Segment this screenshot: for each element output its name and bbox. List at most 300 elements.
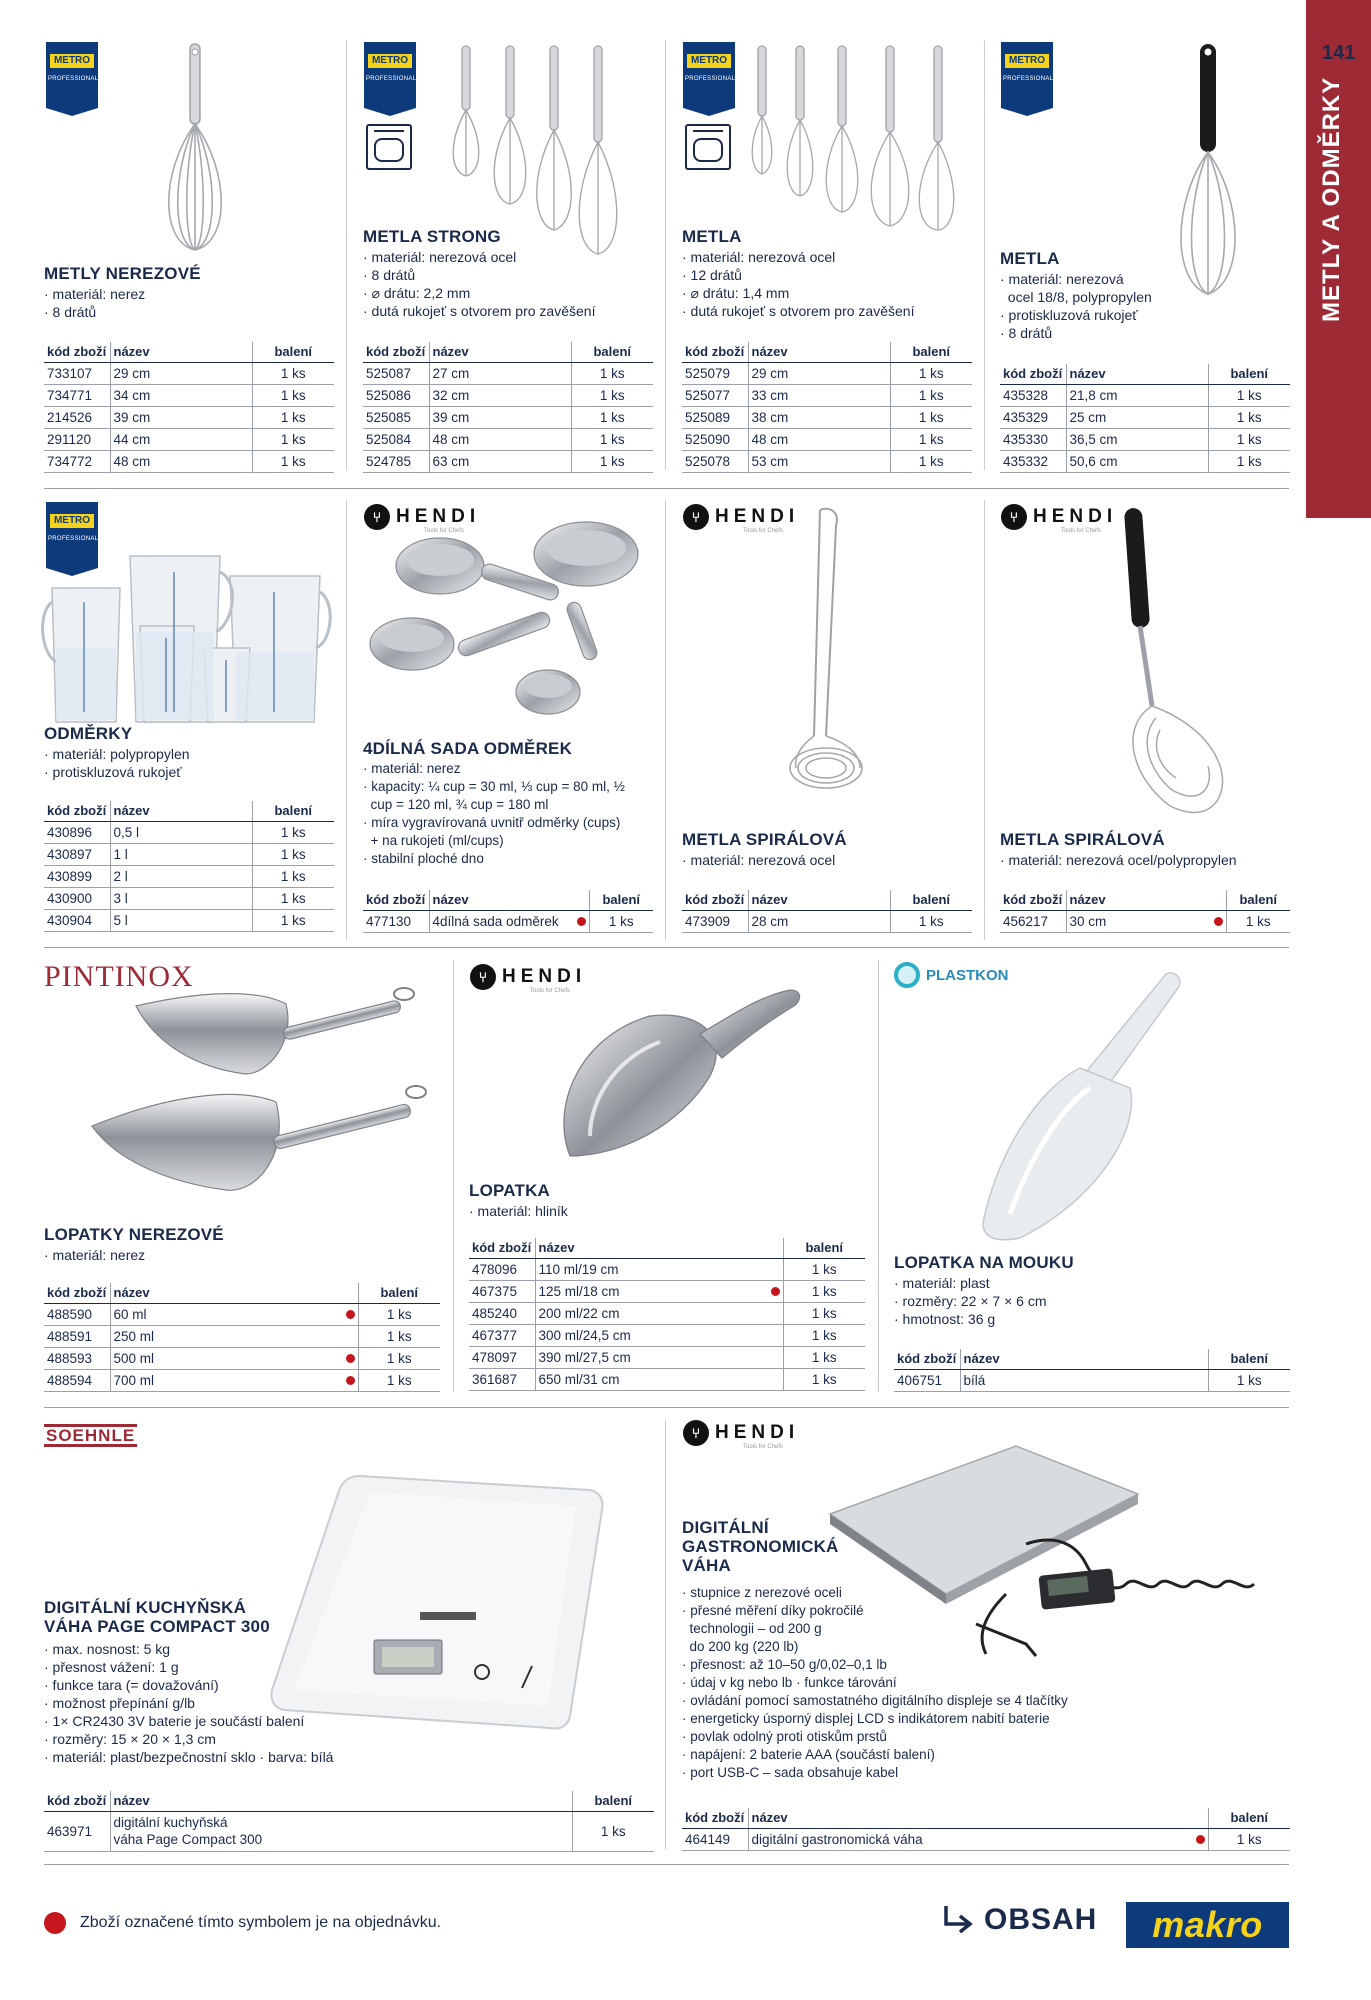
fork-icon: ⑂: [470, 964, 496, 990]
table-row: [363, 428, 653, 450]
table-row: [469, 1324, 865, 1346]
table-row: [469, 1280, 865, 1302]
table-cell: 430900: [44, 887, 110, 909]
column-divider: [346, 40, 347, 470]
product-title: DIGITÁLNÍ GASTRONOMICKÁ VÁHA: [682, 1518, 839, 1575]
product-features: · materiál: nerezová ocel 18/8, polypropylen · protiskluzová rukojeť · 8 drátů: [1000, 271, 1152, 341]
metro-professional-logo: METRO PROFESSIONAL: [46, 502, 98, 568]
table-header-cell: kód zboží: [682, 342, 748, 362]
table-header-row: [682, 1808, 1290, 1828]
table-cell: 1 ks: [1208, 406, 1290, 428]
product-features: · materiál: nerezová ocel · 8 drátů · ⌀ drátu: 2,2 mm · dutá rukojeť s otvorem pro zavěšení: [363, 249, 596, 319]
table-cell: 1 ks: [358, 1369, 440, 1391]
return-arrow-icon: [940, 1902, 976, 1938]
table-cell: 1 ks: [571, 406, 653, 428]
table-cell: 525084: [363, 428, 429, 450]
product-title: METLA SPIRÁLOVÁ: [682, 830, 847, 849]
hendi-logo: ⑂ HENDI Tools for Chefs: [364, 504, 480, 530]
product-table: [682, 890, 972, 933]
table-header-cell: [1190, 1808, 1208, 1828]
table-cell: 110 ml/19 cm: [535, 1258, 765, 1280]
measuring-cups-image: [356, 514, 656, 734]
table-header-cell: [571, 890, 589, 910]
table-header-cell: balení: [1226, 890, 1290, 910]
pintinox-logo: PINTINOX: [44, 960, 194, 993]
table-cell: digitální kuchyňská váha Page Compact 300: [110, 1811, 572, 1851]
table-header-row: [44, 342, 334, 362]
table-row: [363, 406, 653, 428]
table-cell: 1 ks: [890, 450, 972, 472]
table-header-cell: kód zboží: [682, 890, 748, 910]
table-cell: 1 ks: [890, 406, 972, 428]
table-cell: 650 ml/31 cm: [535, 1368, 765, 1390]
hendi-logo: ⑂ HENDI Tools for Chefs: [470, 964, 586, 990]
table-header-cell: kód zboží: [44, 801, 110, 821]
table-header-cell: kód zboží: [682, 1808, 748, 1828]
order-only-dot: [346, 1376, 355, 1385]
table-cell: [340, 1325, 358, 1347]
table-cell: 1 ks: [783, 1368, 865, 1390]
table-header-row: [1000, 890, 1290, 910]
table-cell: 1 ks: [252, 865, 334, 887]
table-cell: [340, 1303, 358, 1325]
product-table: [363, 342, 653, 473]
table-cell: 430896: [44, 821, 110, 843]
table-cell: 250 ml: [110, 1325, 340, 1347]
table-header-row: [682, 342, 972, 362]
product-title: METLA STRONG: [363, 227, 501, 246]
table-header-cell: název: [110, 342, 252, 362]
table-row: [44, 1325, 440, 1347]
column-divider: [346, 500, 347, 940]
table-cell: 488593: [44, 1347, 110, 1369]
table-cell: 1 ks: [890, 428, 972, 450]
product-features: · materiál: nerez · 8 drátů: [44, 286, 146, 320]
table-cell: 33 cm: [748, 384, 890, 406]
table-cell: 488591: [44, 1325, 110, 1347]
table-row: [44, 909, 334, 931]
table-cell: 1 ks: [252, 887, 334, 909]
product-features: · materiál: nerezová ocel/polypropylen: [1000, 852, 1237, 868]
dishwasher-safe-icon: [366, 124, 412, 170]
table-cell: 464149: [682, 1828, 748, 1850]
contents-link[interactable]: OBSAH: [940, 1902, 1097, 1938]
table-cell: 1 ks: [1208, 1828, 1290, 1850]
table-header-cell: kód zboží: [363, 342, 429, 362]
table-header-cell: kód zboží: [44, 1791, 110, 1811]
table-cell: 4dílná sada odměrek: [429, 910, 571, 932]
order-only-dot: [346, 1354, 355, 1363]
fork-icon: ⑂: [364, 504, 390, 530]
table-cell: 25 cm: [1066, 406, 1208, 428]
table-row: [682, 362, 972, 384]
table-cell: 1 ks: [252, 362, 334, 384]
table-cell: 1 ks: [1208, 450, 1290, 472]
table-cell: 1 ks: [589, 910, 653, 932]
product-title: METLA: [1000, 249, 1060, 268]
plastkon-mark-icon: [894, 962, 920, 988]
product-table: [682, 342, 972, 473]
table-header-cell: název: [1066, 364, 1208, 384]
table-row: [469, 1346, 865, 1368]
table-cell: 734772: [44, 450, 110, 472]
table-cell: 1 ks: [252, 843, 334, 865]
table-cell: 1 ks: [1208, 384, 1290, 406]
table-header-row: [682, 890, 972, 910]
table-row: [682, 384, 972, 406]
table-header-cell: balení: [890, 342, 972, 362]
table-cell: 53 cm: [748, 450, 890, 472]
table-header-cell: název: [748, 342, 890, 362]
table-cell: 1 ks: [252, 821, 334, 843]
table-header-cell: balení: [783, 1238, 865, 1258]
product-title: LOPATKA NA MOUKU: [894, 1253, 1074, 1272]
table-row: [363, 362, 653, 384]
table-cell: 435332: [1000, 450, 1066, 472]
table-cell: 1 ks: [890, 362, 972, 384]
aluminium-scoop-image: [540, 986, 810, 1166]
table-row: [363, 450, 653, 472]
product-table: [44, 1791, 654, 1852]
order-only-dot: [346, 1310, 355, 1319]
column-divider: [665, 500, 666, 940]
flour-scoop-image: [970, 968, 1220, 1248]
table-cell: [765, 1346, 783, 1368]
table-header-row: [894, 1349, 1290, 1369]
table-header-cell: kód zboží: [44, 342, 110, 362]
table-row: [1000, 450, 1290, 472]
table-cell: 733107: [44, 362, 110, 384]
table-row: [1000, 910, 1290, 932]
table-cell: 214526: [44, 406, 110, 428]
table-cell: 0,5 l: [110, 821, 252, 843]
table-cell: 1 l: [110, 843, 252, 865]
fork-icon: ⑂: [683, 1420, 709, 1446]
metro-professional-logo: METRO PROFESSIONAL: [364, 42, 416, 108]
table-cell: 1 ks: [252, 406, 334, 428]
product-features: · materiál: nerez · kapacity: ¼ cup = 30 ml, ⅓ cup = 80 ml, ½ cup = 120 ml, ¾ cup = 180 ml · míra vygravírovaná uvnitř odměrky (cups) + na rukojeti (ml/cups) · stabilní ploché dno: [363, 761, 625, 866]
table-cell: 430897: [44, 843, 110, 865]
table-cell: 125 ml/18 cm: [535, 1280, 765, 1302]
table-cell: [571, 910, 589, 932]
table-header-cell: název: [535, 1238, 765, 1258]
table-row: [44, 406, 334, 428]
table-row: [44, 1811, 654, 1851]
product-features: · materiál: hliník: [469, 1203, 568, 1219]
table-row: [44, 1303, 440, 1325]
table-header-cell: název: [748, 890, 890, 910]
product-table: [363, 890, 653, 933]
product-features: · materiál: nerezová ocel: [682, 852, 836, 868]
table-cell: 1 ks: [1208, 1369, 1290, 1391]
table-cell: 1 ks: [571, 428, 653, 450]
table-header-cell: [765, 1238, 783, 1258]
table-header-cell: balení: [890, 890, 972, 910]
table-header-cell: balení: [1208, 1349, 1290, 1369]
table-cell: 525089: [682, 406, 748, 428]
whisk-image: [150, 42, 240, 257]
product-title: 4DÍLNÁ SADA ODMĚREK: [363, 739, 573, 758]
table-cell: 525090: [682, 428, 748, 450]
table-header-row: [44, 1791, 654, 1811]
table-cell: 1 ks: [252, 909, 334, 931]
hendi-logo: ⑂ HENDI Tools for Chefs: [683, 504, 799, 530]
table-row: [469, 1368, 865, 1390]
order-only-dot: [44, 1912, 66, 1934]
hendi-logo: ⑂ HENDI Tools for Chefs: [1001, 504, 1117, 530]
table-cell: 525078: [682, 450, 748, 472]
table-cell: 3 l: [110, 887, 252, 909]
table-cell: 1 ks: [783, 1346, 865, 1368]
table-cell: 1 ks: [783, 1258, 865, 1280]
table-cell: 524785: [363, 450, 429, 472]
table-cell: 463971: [44, 1811, 110, 1851]
product-title: DIGITÁLNÍ KUCHYŇSKÁ VÁHA PAGE COMPACT 300: [44, 1598, 270, 1636]
product-table: [469, 1238, 865, 1391]
table-row: [44, 887, 334, 909]
table-cell: 361687: [469, 1368, 535, 1390]
table-cell: 48 cm: [110, 450, 252, 472]
table-header-cell: balení: [252, 342, 334, 362]
table-cell: 21,8 cm: [1066, 384, 1208, 406]
table-row: [1000, 428, 1290, 450]
table-cell: 30 cm: [1066, 910, 1208, 932]
column-divider: [665, 1420, 666, 1850]
table-cell: 1 ks: [783, 1324, 865, 1346]
table-cell: 39 cm: [110, 406, 252, 428]
whisk-black-handle-image: [1168, 42, 1248, 302]
table-cell: 1 ks: [358, 1303, 440, 1325]
table-row: [44, 865, 334, 887]
product-table: [894, 1349, 1290, 1392]
table-cell: 406751: [894, 1369, 960, 1391]
table-cell: 27 cm: [429, 362, 571, 384]
table-row: [44, 428, 334, 450]
table-cell: 1 ks: [252, 450, 334, 472]
table-header-cell: kód zboží: [894, 1349, 960, 1369]
table-row: [44, 1369, 440, 1391]
table-header-row: [469, 1238, 865, 1258]
order-only-dot: [1214, 917, 1223, 926]
table-row: [469, 1258, 865, 1280]
table-cell: 1 ks: [890, 910, 972, 932]
table-header-cell: balení: [252, 801, 334, 821]
table-header-cell: balení: [572, 1791, 654, 1811]
table-cell: 435330: [1000, 428, 1066, 450]
table-cell: 5 l: [110, 909, 252, 931]
table-cell: 44 cm: [110, 428, 252, 450]
table-cell: 485240: [469, 1302, 535, 1324]
section-tab-label: METLY A ODMĚRKY: [1318, 76, 1345, 322]
table-header-row: [363, 342, 653, 362]
product-title: METLY NEREZOVÉ: [44, 264, 201, 283]
row-divider: [44, 947, 1289, 948]
table-cell: 34 cm: [110, 384, 252, 406]
table-cell: [765, 1324, 783, 1346]
product-table: [1000, 890, 1290, 933]
table-cell: 1 ks: [572, 1811, 654, 1851]
table-row: [894, 1369, 1290, 1391]
table-row: [363, 384, 653, 406]
table-cell: 291120: [44, 428, 110, 450]
table-header-row: [363, 890, 653, 910]
product-table: [44, 342, 334, 473]
column-divider: [984, 40, 985, 470]
product-features: · materiál: nerezová ocel · 12 drátů · ⌀ drátu: 1,4 mm · dutá rukojeť s otvorem pro zavěšení: [682, 249, 915, 319]
table-header-cell: balení: [1208, 364, 1290, 384]
table-cell: [765, 1368, 783, 1390]
table-row: [1000, 406, 1290, 428]
table-header-row: [44, 1283, 440, 1303]
table-cell: 2 l: [110, 865, 252, 887]
metro-professional-logo: METRO PROFESSIONAL: [46, 42, 98, 108]
table-header-cell: [1208, 890, 1226, 910]
product-features: · materiál: nerez: [44, 1247, 146, 1263]
table-cell: 500 ml: [110, 1347, 340, 1369]
product-table: [44, 1283, 440, 1392]
hendi-logo: ⑂ HENDI Tools for Chefs: [683, 1420, 799, 1446]
product-table: [44, 801, 334, 932]
product-title: LOPATKA: [469, 1181, 551, 1200]
table-cell: 525079: [682, 362, 748, 384]
column-divider: [984, 500, 985, 940]
table-cell: 488594: [44, 1369, 110, 1391]
product-table: [682, 1808, 1290, 1851]
table-header-cell: název: [1066, 890, 1208, 910]
column-divider: [665, 40, 666, 470]
table-cell: 1 ks: [1208, 428, 1290, 450]
table-cell: 478096: [469, 1258, 535, 1280]
fork-icon: ⑂: [1001, 504, 1027, 530]
table-cell: bílá: [960, 1369, 1208, 1391]
table-header-row: [44, 801, 334, 821]
table-cell: 32 cm: [429, 384, 571, 406]
table-row: [682, 406, 972, 428]
table-cell: 435328: [1000, 384, 1066, 406]
table-header-cell: název: [429, 342, 571, 362]
table-cell: 1 ks: [252, 428, 334, 450]
measuring-jugs-image: [44, 552, 334, 732]
order-note: Zboží označené tímto symbolem je na objednávku.: [80, 1914, 442, 1931]
product-table: [1000, 364, 1290, 473]
fork-icon: ⑂: [683, 504, 709, 530]
table-header-cell: název: [748, 1808, 1190, 1828]
table-cell: 477130: [363, 910, 429, 932]
product-features: · stupnice z nerezové oceli · přesné měření díky pokročilé technologii – od 200 g do 200 kg (220 lb) · přesnost: až 10–50 g/0,02–0,1 lb · údaj v kg nebo lb · funkce tárování · ovládání pomocí samostatného digitálního displeje se 4 tlačítky · energeticky úsporný displej LCD s indikátorem nabití baterie · povlak odolný proti otiskům prstů · napájení: 2 baterie AAA (součástí balení) · port USB-C – sada obsahuje kabel: [682, 1585, 1068, 1780]
order-only-dot: [771, 1287, 780, 1296]
page-number: 141: [1322, 42, 1356, 64]
order-only-dot: [577, 917, 586, 926]
table-cell: 200 ml/22 cm: [535, 1302, 765, 1324]
table-cell: 1 ks: [358, 1347, 440, 1369]
table-cell: [340, 1347, 358, 1369]
table-cell: 456217: [1000, 910, 1066, 932]
table-cell: 29 cm: [110, 362, 252, 384]
product-title: ODMĚRKY: [44, 724, 133, 743]
table-row: [44, 384, 334, 406]
table-cell: 525086: [363, 384, 429, 406]
table-cell: 467377: [469, 1324, 535, 1346]
makro-logo[interactable]: makro: [1126, 1902, 1289, 1948]
table-cell: 435329: [1000, 406, 1066, 428]
table-row: [682, 428, 972, 450]
spiral-whisk-image: [780, 506, 880, 796]
table-cell: 430904: [44, 909, 110, 931]
table-cell: 734771: [44, 384, 110, 406]
table-header-cell: název: [429, 890, 571, 910]
table-cell: [765, 1280, 783, 1302]
table-cell: 1 ks: [571, 362, 653, 384]
table-cell: 525087: [363, 362, 429, 384]
product-features: · materiál: plast · rozměry: 22 × 7 × 6 cm · hmotnost: 36 g: [894, 1275, 1047, 1327]
table-row: [469, 1302, 865, 1324]
table-header-cell: název: [110, 1791, 572, 1811]
table-cell: 38 cm: [748, 406, 890, 428]
table-cell: 48 cm: [429, 428, 571, 450]
table-header-row: [1000, 364, 1290, 384]
table-cell: digitální gastronomická váha: [748, 1828, 1190, 1850]
scoops-image: [86, 984, 426, 1204]
table-cell: [765, 1258, 783, 1280]
table-cell: 473909: [682, 910, 748, 932]
table-cell: 700 ml: [110, 1369, 340, 1391]
column-divider: [453, 960, 454, 1392]
table-cell: 390 ml/27,5 cm: [535, 1346, 765, 1368]
plastkon-logo: PLASTKON: [894, 962, 1009, 988]
table-cell: 430899: [44, 865, 110, 887]
table-row: [682, 1828, 1290, 1850]
metro-professional-logo: METRO PROFESSIONAL: [1001, 42, 1053, 108]
product-title: METLA SPIRÁLOVÁ: [1000, 830, 1165, 849]
table-cell: 29 cm: [748, 362, 890, 384]
row-divider: [44, 488, 1289, 489]
soehnle-logo: SOEHNLE: [46, 1426, 136, 1445]
table-row: [44, 1347, 440, 1369]
table-cell: 478097: [469, 1346, 535, 1368]
table-cell: [340, 1369, 358, 1391]
table-cell: 1 ks: [783, 1280, 865, 1302]
table-row: [44, 450, 334, 472]
table-cell: 39 cm: [429, 406, 571, 428]
column-divider: [878, 960, 879, 1392]
table-header-cell: název: [110, 1283, 340, 1303]
table-cell: 63 cm: [429, 450, 571, 472]
table-row: [682, 910, 972, 932]
row-divider: [44, 1407, 1289, 1408]
table-cell: 28 cm: [748, 910, 890, 932]
table-row: [44, 821, 334, 843]
table-header-cell: kód zboží: [1000, 890, 1066, 910]
table-row: [44, 843, 334, 865]
table-cell: 1 ks: [890, 384, 972, 406]
table-cell: [765, 1302, 783, 1324]
table-row: [1000, 384, 1290, 406]
table-header-cell: název: [110, 801, 252, 821]
table-cell: 1 ks: [358, 1325, 440, 1347]
table-cell: [1190, 1828, 1208, 1850]
table-cell: 1 ks: [783, 1302, 865, 1324]
table-cell: 60 ml: [110, 1303, 340, 1325]
table-header-cell: kód zboží: [363, 890, 429, 910]
table-header-cell: balení: [589, 890, 653, 910]
table-cell: 1 ks: [1226, 910, 1290, 932]
table-row: [363, 910, 653, 932]
row-divider: [44, 1864, 1289, 1865]
product-title: LOPATKY NEREZOVÉ: [44, 1225, 224, 1244]
table-cell: 525085: [363, 406, 429, 428]
product-title: METLA: [682, 227, 742, 246]
table-header-cell: balení: [1208, 1808, 1290, 1828]
